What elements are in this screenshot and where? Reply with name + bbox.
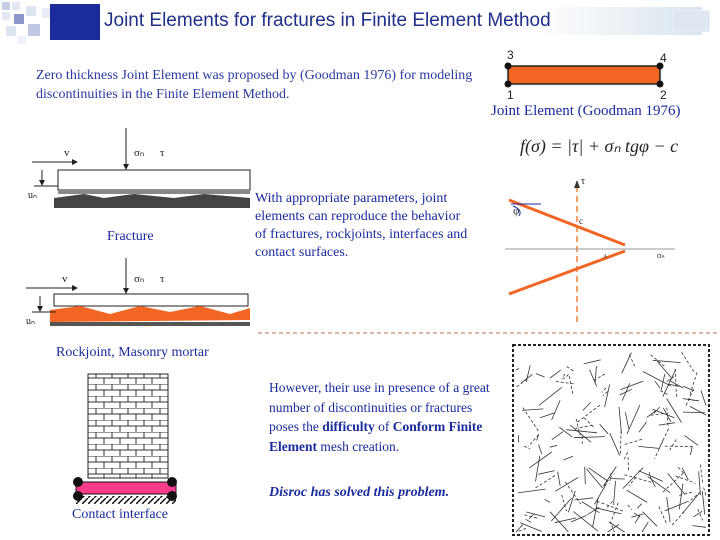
- however-text: [269, 378, 501, 456]
- fracture-diagram: [24, 124, 254, 220]
- fracture-u-label: uₙ: [28, 190, 37, 201]
- difficulty-emphasis: difficulty: [322, 419, 375, 434]
- rockjoint-u-label: uₙ: [26, 316, 35, 327]
- fracture-tau-label: τ: [160, 147, 165, 159]
- slide-title: Joint Elements for fractures in Finite Element Method: [104, 10, 551, 31]
- node-label-1: 1: [507, 88, 514, 102]
- rockjoint-tau-label: τ: [160, 273, 165, 285]
- fracture-sigma-label: σₙ: [134, 147, 145, 159]
- masonry-wall-diagram: [76, 372, 186, 510]
- criterion-phi-label: φ: [513, 205, 520, 217]
- joint-node-1: [505, 81, 512, 88]
- however-part-2: of: [374, 419, 393, 434]
- node-label-3: 3: [507, 48, 514, 62]
- disroc-statement: Disroc has solved this problem.: [269, 485, 450, 500]
- criterion-diagram: [505, 172, 705, 324]
- conform-emphasis: Conform Finite Element: [269, 419, 483, 454]
- corner-decoration: [672, 10, 710, 32]
- rockjoint-caption: Rockjoint, Masonry mortar: [56, 345, 209, 360]
- joint-node-3: [505, 63, 512, 70]
- criterion-tau-label: τ: [581, 176, 586, 187]
- failure-formula: f(σ) = |τ| + σₙ tgφ − c: [520, 136, 679, 156]
- criterion-c-label: c: [579, 216, 583, 226]
- intro-text: Zero thickness Joint Element was proposed by (Goodman 1976) for modeling discontinuities in the Finite Element Method.: [36, 68, 473, 102]
- contact-interface-caption: Contact interface: [72, 507, 169, 522]
- joint-element-caption: Joint Element (Goodman 1976): [491, 103, 681, 119]
- node-label-4: 4: [660, 51, 667, 65]
- fracture-caption: Fracture: [107, 229, 154, 244]
- params-text: With appropriate parameters, joint elements can reproduce the behavior of fractures, rockjoints, interfaces and contact surfaces.: [255, 191, 468, 260]
- joint-element-bar: [508, 66, 660, 84]
- criterion-a-label: A: [603, 254, 608, 260]
- however-part-1: However, their use in presence of a great number of discontinuities or fractures poses the: [269, 380, 490, 434]
- rockjoint-v-label: v: [62, 273, 68, 285]
- however-part-3: mesh creation.: [317, 438, 400, 454]
- joint-element-diagram: [490, 50, 680, 110]
- fracture-network-image: [512, 344, 710, 536]
- rockjoint-diagram: [20, 258, 260, 332]
- criterion-sigma-label: σₙ: [657, 251, 665, 260]
- rockjoint-sigma-label: σₙ: [134, 273, 145, 285]
- slide-logo-squares: [0, 0, 100, 48]
- node-label-2: 2: [660, 88, 667, 102]
- section-separator: [258, 332, 720, 336]
- fracture-v-label: v: [64, 147, 70, 159]
- joint-node-2: [657, 81, 664, 88]
